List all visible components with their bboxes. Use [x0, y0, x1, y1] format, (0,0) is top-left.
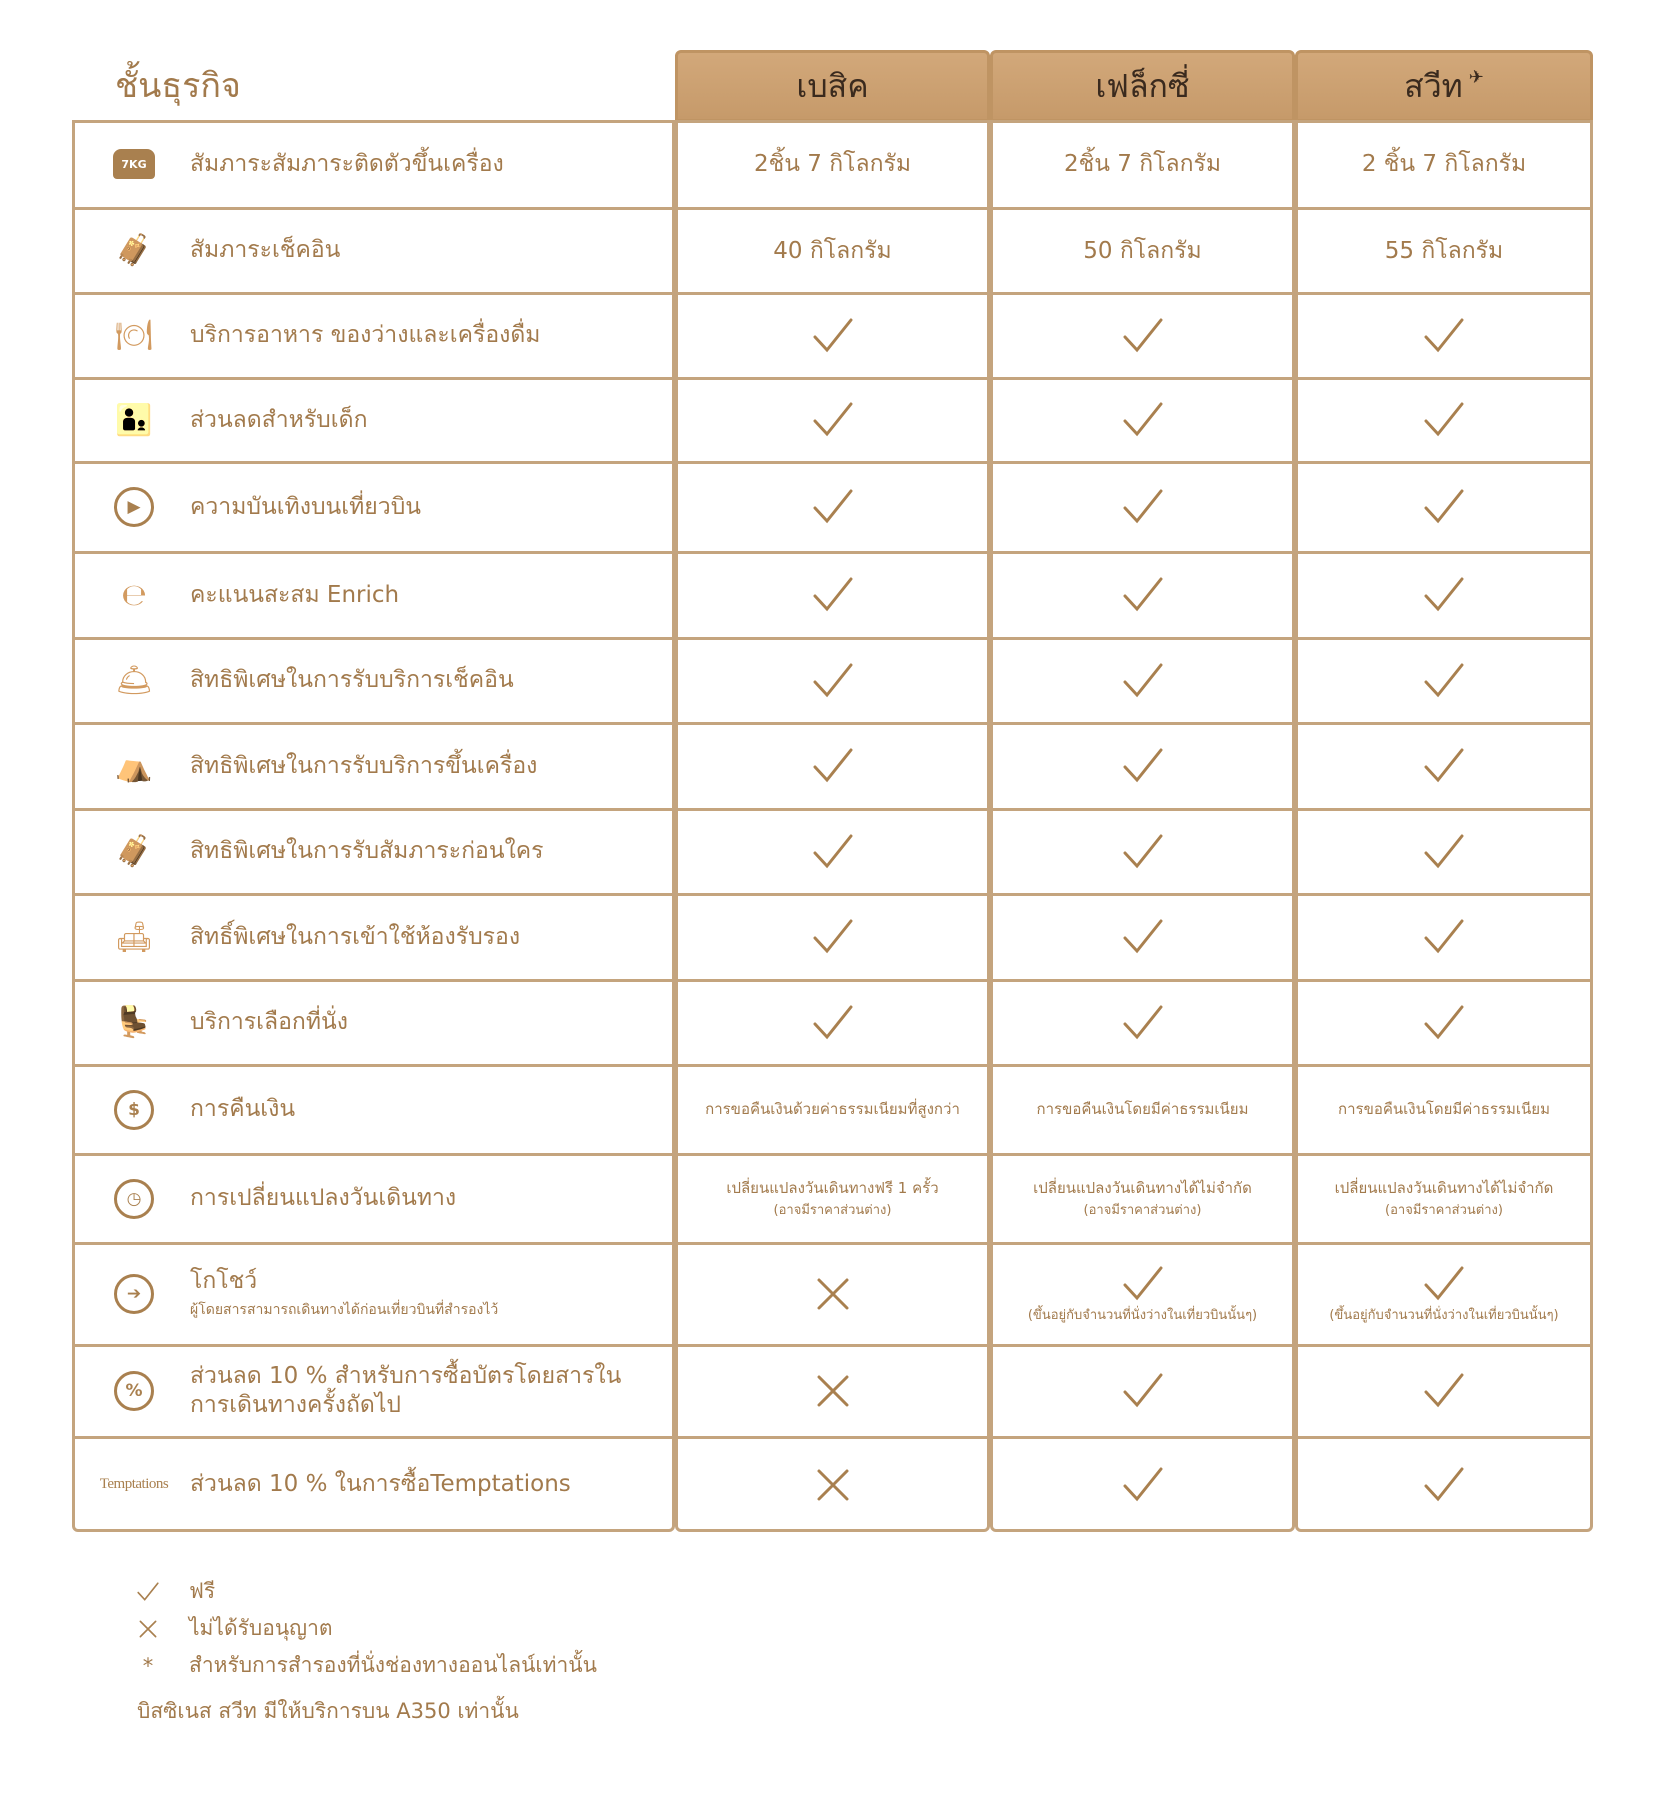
- cell-value: 2ชิ้น 7 กิโลกรัม: [1063, 151, 1222, 177]
- check-icon: [1422, 1264, 1466, 1304]
- check-icon: [811, 1003, 855, 1043]
- check-icon: [1422, 575, 1466, 615]
- legend-item: [135, 1612, 333, 1645]
- feature-label-wrap: [190, 1095, 295, 1124]
- go-show-icon: ➔: [102, 1269, 166, 1319]
- column-header-2: [990, 50, 1295, 122]
- feature-label: สัมภาระสัมภาระติดตัวขึ้นเครื่อง: [190, 150, 504, 177]
- seat-selection-icon: 💺: [115, 1005, 153, 1040]
- cross-icon: [811, 1274, 855, 1314]
- asterisk-legend-icon: *: [142, 1653, 154, 1678]
- legend-item: [135, 1649, 597, 1682]
- check-icon: [1121, 400, 1165, 440]
- fare-cell: [990, 723, 1295, 809]
- column-header-1: [675, 50, 990, 122]
- feature-label-wrap: [190, 493, 421, 522]
- check-icon: [811, 316, 855, 356]
- feature-row: [72, 1437, 672, 1532]
- column-header-label: สวีท: [1404, 66, 1463, 105]
- cell-value: การขอคืนเงินโดยมีค่าธรรมเนียม: [1036, 1100, 1249, 1119]
- check-icon: [1422, 661, 1466, 701]
- cell-value: 2 ชิ้น 7 กิโลกรัม: [1361, 151, 1527, 177]
- cell-note: (อาจมีราคาส่วนต่าง): [1083, 1203, 1202, 1219]
- check-icon: [1422, 746, 1466, 786]
- priority-baggage-icon: 🧳: [115, 834, 153, 869]
- fare-cell: [990, 638, 1295, 723]
- feature-label: บริการเลือกที่นั่ง: [190, 1009, 348, 1036]
- feature-label-wrap: [190, 1362, 621, 1420]
- priority-checkin-icon: 🛎: [114, 663, 154, 698]
- fare-cell: [1295, 809, 1593, 894]
- footnote: บิสซิเนส สวีท มีให้บริการบน A350 เท่านั้น: [137, 1699, 519, 1723]
- check-icon: [811, 917, 855, 957]
- feature-label: บริการอาหาร ของว่างและเครื่องดื่ม: [190, 322, 541, 349]
- feature-label: ความบันเทิงบนเที่ยวบิน: [190, 493, 422, 520]
- fare-cell: [675, 208, 990, 293]
- check-icon: [811, 487, 855, 527]
- fare-cell: [1295, 894, 1593, 980]
- feature-row: [72, 552, 672, 638]
- check-icon: [1121, 746, 1165, 786]
- cell-value: เปลี่ยนแปลงวันเดินทางได้ไม่จำกัด: [1033, 1178, 1252, 1197]
- refund-icon: $: [102, 1085, 166, 1135]
- check-icon: [1422, 487, 1466, 527]
- feature-row: [72, 378, 672, 462]
- fare-cell: [1295, 552, 1593, 638]
- fare-cell: [1295, 723, 1593, 809]
- fare-cell: [675, 1154, 990, 1243]
- check-icon: [1121, 1465, 1165, 1505]
- fare-cell: [990, 1345, 1295, 1437]
- fare-cell: [675, 980, 990, 1065]
- column-header-label: เฟล็กซี่: [1095, 66, 1190, 105]
- check-icon: [811, 746, 855, 786]
- fare-cell: [675, 1345, 990, 1437]
- fare-cell: [675, 462, 990, 552]
- cell-value: การขอคืนเงินโดยมีค่าธรรมเนียม: [1338, 1100, 1550, 1119]
- fare-cell: [1295, 1154, 1593, 1243]
- feature-label-wrap: [190, 150, 504, 179]
- feature-label: สิทธิพิเศษในการรับบริการขึ้นเครื่อง: [190, 752, 538, 779]
- cross-icon: [811, 1371, 855, 1411]
- fare-cell: [1295, 1065, 1593, 1154]
- check-legend-icon: [135, 1581, 161, 1603]
- fare-cell: [675, 1437, 990, 1532]
- check-icon: [811, 400, 855, 440]
- section-title: ชั้นธุรกิจ: [115, 66, 241, 106]
- fare-cell: [990, 894, 1295, 980]
- fare-cell: [675, 552, 990, 638]
- check-icon: [1422, 316, 1466, 356]
- feature-sublabel: ผู้โดยสารสามารถเดินทางได้ก่อนเที่ยวบินที่สำรองไว้: [190, 1302, 499, 1319]
- cross-icon: [136, 1618, 160, 1640]
- check-icon: [811, 661, 855, 701]
- fare-cell: [990, 378, 1295, 462]
- ticket-discount-icon: %: [102, 1366, 166, 1416]
- fare-cell: [1295, 980, 1593, 1065]
- fare-cell: [675, 894, 990, 980]
- check-icon: [1121, 917, 1165, 957]
- check-icon: [811, 575, 855, 615]
- fare-cell: [675, 293, 990, 378]
- feature-row: [72, 1065, 672, 1154]
- plane-icon: ✈: [1468, 66, 1484, 88]
- feature-row: [72, 208, 672, 293]
- legend-item: [135, 1575, 215, 1608]
- check-icon: [1422, 1003, 1466, 1043]
- fare-cell: [990, 809, 1295, 894]
- feature-row: [72, 894, 672, 980]
- fare-cell: [675, 120, 990, 208]
- fare-cell: [1295, 208, 1593, 293]
- feature-label: สัมภาระเช็คอิน: [190, 237, 341, 264]
- check-icon: [1422, 1371, 1466, 1411]
- check-icon: [1121, 575, 1165, 615]
- cell-value: 55 กิโลกรัม: [1384, 237, 1504, 264]
- fare-cell: [1295, 1243, 1593, 1345]
- fare-cell: [1295, 462, 1593, 552]
- feature-label-wrap: [190, 666, 514, 695]
- cell-note: (อาจมีราคาส่วนต่าง): [1385, 1203, 1503, 1219]
- check-icon: [1121, 1371, 1165, 1411]
- cell-note: (ขึ้นอยู่กับจำนวนที่นั่งว่างในเที่ยวบินนั้นๆ): [1329, 1307, 1559, 1323]
- feature-label: การเปลี่ยนแปลงวันเดินทาง: [190, 1185, 457, 1212]
- carry-on-bag-weight: 7KG: [113, 149, 155, 179]
- check-icon: [811, 832, 855, 872]
- check-icon: [1121, 832, 1165, 872]
- fare-cell: [990, 208, 1295, 293]
- cell-note: (อาจมีราคาส่วนต่าง): [773, 1203, 892, 1219]
- cross-legend-icon: [135, 1618, 161, 1640]
- feature-label-wrap: [190, 1470, 571, 1499]
- fare-cell: [675, 1065, 990, 1154]
- check-icon: [1121, 1003, 1165, 1043]
- feature-label-wrap: [190, 406, 368, 435]
- check-icon: [1422, 400, 1466, 440]
- feature-label-wrap: [190, 236, 340, 265]
- feature-label-wrap: [190, 1184, 456, 1213]
- cell-value: การขอคืนเงินด้วยค่าธรรมเนียมที่สูงกว่า: [705, 1100, 960, 1119]
- feature-label: ส่วนลด 10 % สำหรับการซื้อบัตรโดยสารใน: [190, 1363, 622, 1390]
- fare-cell: [990, 1243, 1295, 1345]
- meal-tray-icon: 🍽: [114, 318, 154, 353]
- feature-label: การคืนเงิน: [190, 1096, 296, 1123]
- legend-text: สำหรับการสำรองที่นั่งช่องทางออนไลน์เท่านั้น: [189, 1653, 597, 1677]
- feature-label-wrap: [190, 581, 399, 610]
- feature-row: [72, 809, 672, 894]
- feature-row: [72, 638, 672, 723]
- fare-cell: [1295, 293, 1593, 378]
- check-icon: [1422, 1465, 1466, 1505]
- feature-label-wrap: [190, 923, 520, 952]
- fare-cell: [675, 723, 990, 809]
- feature-row: [72, 293, 672, 378]
- check-icon: [136, 1581, 160, 1603]
- fare-cell: [990, 980, 1295, 1065]
- play-icon: ▶: [102, 482, 166, 532]
- cross-icon: [811, 1465, 855, 1505]
- fare-cell: [990, 1437, 1295, 1532]
- legend-text: ไม่ได้รับอนุญาต: [189, 1616, 333, 1640]
- feature-label: ส่วนลด 10 % ในการซื้อTemptations: [190, 1471, 571, 1498]
- priority-boarding-icon: ⛺: [115, 748, 153, 784]
- fare-cell: [1295, 1345, 1593, 1437]
- fare-cell: [990, 462, 1295, 552]
- cell-value: เปลี่ยนแปลงวันเดินทางได้ไม่จำกัด: [1334, 1178, 1554, 1197]
- feature-label-wrap: [190, 1008, 348, 1037]
- feature-label-wrap: [190, 321, 540, 350]
- feature-label-line2: การเดินทางครั้งถัดไป: [190, 1392, 402, 1418]
- cell-value: 40 กิโลกรัม: [773, 237, 892, 264]
- feature-label: โกโชว์: [190, 1267, 258, 1294]
- check-icon: [1422, 832, 1466, 872]
- fare-cell: [990, 552, 1295, 638]
- carry-on-bag-icon: [102, 139, 166, 189]
- enrich-logo-icon: ℮: [121, 577, 147, 613]
- temptations-logo-icon: [99, 1460, 169, 1510]
- column-header-label: เบสิค: [796, 66, 869, 105]
- feature-label-wrap: [190, 752, 537, 781]
- feature-row: [72, 462, 672, 552]
- feature-label-wrap: [190, 837, 544, 866]
- lounge-icon: 🛋: [114, 919, 154, 955]
- check-icon: [1121, 487, 1165, 527]
- fare-cell: [675, 809, 990, 894]
- child-discount-icon: 👨‍👦: [115, 402, 153, 438]
- feature-row: [72, 1154, 672, 1243]
- feature-label-wrap: [190, 1267, 498, 1322]
- temptations-logo-text: Temptations: [99, 1476, 169, 1492]
- feature-row: [72, 120, 672, 208]
- feature-row: [72, 723, 672, 809]
- cell-value: 50 กิโลกรัม: [1083, 237, 1202, 264]
- cell-value: เปลี่ยนแปลงวันเดินทางฟรี 1 ครั้ว: [726, 1178, 939, 1197]
- cell-value: 2ชิ้น 7 กิโลกรัม: [753, 151, 912, 177]
- fare-cell: [1295, 638, 1593, 723]
- feature-row: [72, 980, 672, 1065]
- check-icon: [1121, 316, 1165, 356]
- fare-cell: [1295, 120, 1593, 208]
- cell-note: (ขึ้นอยู่กับจำนวนที่นั่งว่างในเที่ยวบินนั้นๆ): [1027, 1307, 1258, 1323]
- feature-label: คะแนนสะสม Enrich: [190, 581, 400, 608]
- legend-text: ฟรี: [189, 1579, 216, 1603]
- check-icon: [1422, 917, 1466, 957]
- fare-cell: [990, 1154, 1295, 1243]
- fare-cell: [990, 293, 1295, 378]
- fare-cell: [990, 1065, 1295, 1154]
- date-change-icon: ◷: [102, 1174, 166, 1224]
- fare-cell: [675, 378, 990, 462]
- fare-cell: [1295, 378, 1593, 462]
- fare-cell: [1295, 1437, 1593, 1532]
- feature-row: [72, 1243, 672, 1345]
- feature-row: [72, 1345, 672, 1437]
- feature-label: สิทธิพิเศษในการรับสัมภาระก่อนใคร: [190, 838, 544, 865]
- fare-cell: [675, 1243, 990, 1345]
- feature-label: สิทธิพิเศษในการรับบริการเช็คอิน: [190, 667, 514, 694]
- checked-luggage-icon: 🧳: [115, 233, 153, 268]
- column-header-3: [1295, 50, 1593, 122]
- fare-cell: [675, 638, 990, 723]
- fare-cell: [990, 120, 1295, 208]
- feature-label: สิทธิ์พิเศษในการเข้าใช้ห้องรับรอง: [190, 923, 521, 950]
- check-icon: [1121, 661, 1165, 701]
- feature-label: ส่วนลดสำหรับเด็ก: [190, 406, 368, 433]
- check-icon: [1121, 1264, 1165, 1304]
